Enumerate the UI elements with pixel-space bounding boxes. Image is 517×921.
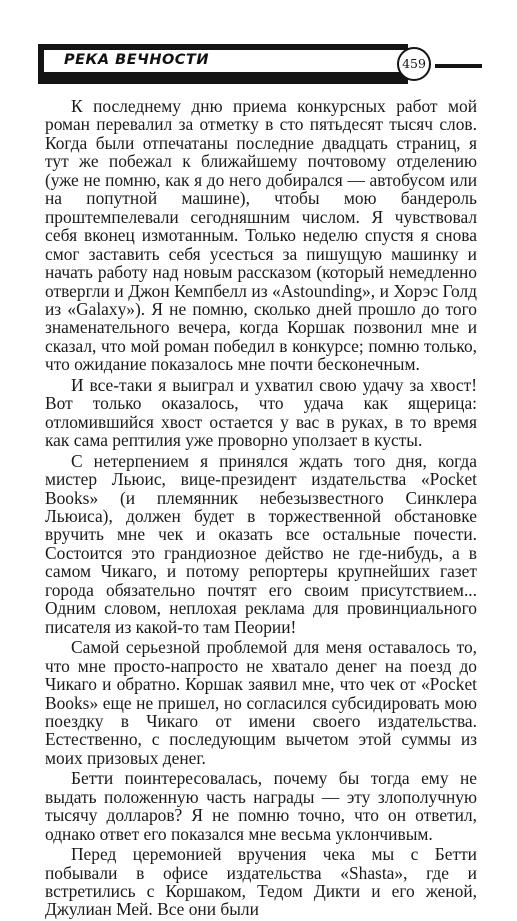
page-number: 459 xyxy=(402,55,426,71)
paragraph: Перед церемонией вручения чека мы с Бетти побывали в офисе издательства «Shasta», где и встретились с Коршаком, Тедом Дикти и его женой, Джулиан Мей. Все они были xyxy=(45,844,477,920)
header-rule-bottom xyxy=(38,72,408,84)
running-head-title: РЕКА ВЕЧНОСТИ xyxy=(64,52,209,68)
header-rule-top xyxy=(38,44,408,50)
paragraph: К последнему дню приема конкурсных работ мой роман перевалил за отметку в сто пятьдесят тысяч слов. Когда были отпечатаны последние двадцать страниц, я тут же побежал к ближайшему почтовому отделению (уже не помню, как я до него добирался — автобусом или на попутной машине), чтобы мою бандероль проштемпелевали сегодняшним числом. Я чувствовал себя вконец измотанным. Только неделю спустя я снова смог заставить себя усесться за пишущую машинку и начать работу над новым рассказом (который немедленно отвергли и Джон Кемпбелл из «Astounding», и Хорэс Голд из «Galaxy»). Я не помню, сколько дней прошло до того знаменательного вечера, когда Коршак позвонил мне и сказал, что мой роман победил в конкурсе; помню только, что ожидание показалось мне почти бесконечным. xyxy=(45,96,477,375)
page-number-badge xyxy=(397,47,431,81)
paragraph: Бетти поинтересовалась, почему бы тогда ему не выдать положенную часть награды — эту злополучную тысячу долларов? Я не помню точно, что он ответил, однако ответ его показался мне весьма уклончивым. xyxy=(45,768,477,844)
body-text xyxy=(45,97,477,921)
paragraph: Самой серьезной проблемой для меня оставалось то, что мне просто-напросто не хватало денег на поезд до Чикаго и обратно. Коршак заявил мне, что чек от «Pocket Books» еще не пришел, но согласился субсидировать мою поездку в Чикаго от имени своего издательства. Естественно, с последующим вычетом этой суммы из моих призовых денег. xyxy=(45,637,477,768)
paragraph: И все-таки я выиграл и ухватил свою удачу за хвост! Вот только оказалось, что удача как ящерица: отломившийся хвост остается у вас в руках, в то время как сама рептилия уже проворно уползает в кусты. xyxy=(45,374,477,451)
paragraph: С нетерпением я принялся ждать того дня, когда мистер Льюис, вице-президент издательства «Pocket Books» (и племянник небезызвестного Синклера Льюиса), должен будет в торжественной обстановке вручить мне чек и оказать все остальные почести. Состоится это грандиозное действо не где-нибудь, а в самом Чикаго, и потому репортеры крупнейших газет города обязательно почтят его своим присутствием... Одним словом, неплохая реклама для провинциального писателя из какой-то там Пеории! xyxy=(45,450,477,637)
header-rule-right xyxy=(435,64,482,68)
